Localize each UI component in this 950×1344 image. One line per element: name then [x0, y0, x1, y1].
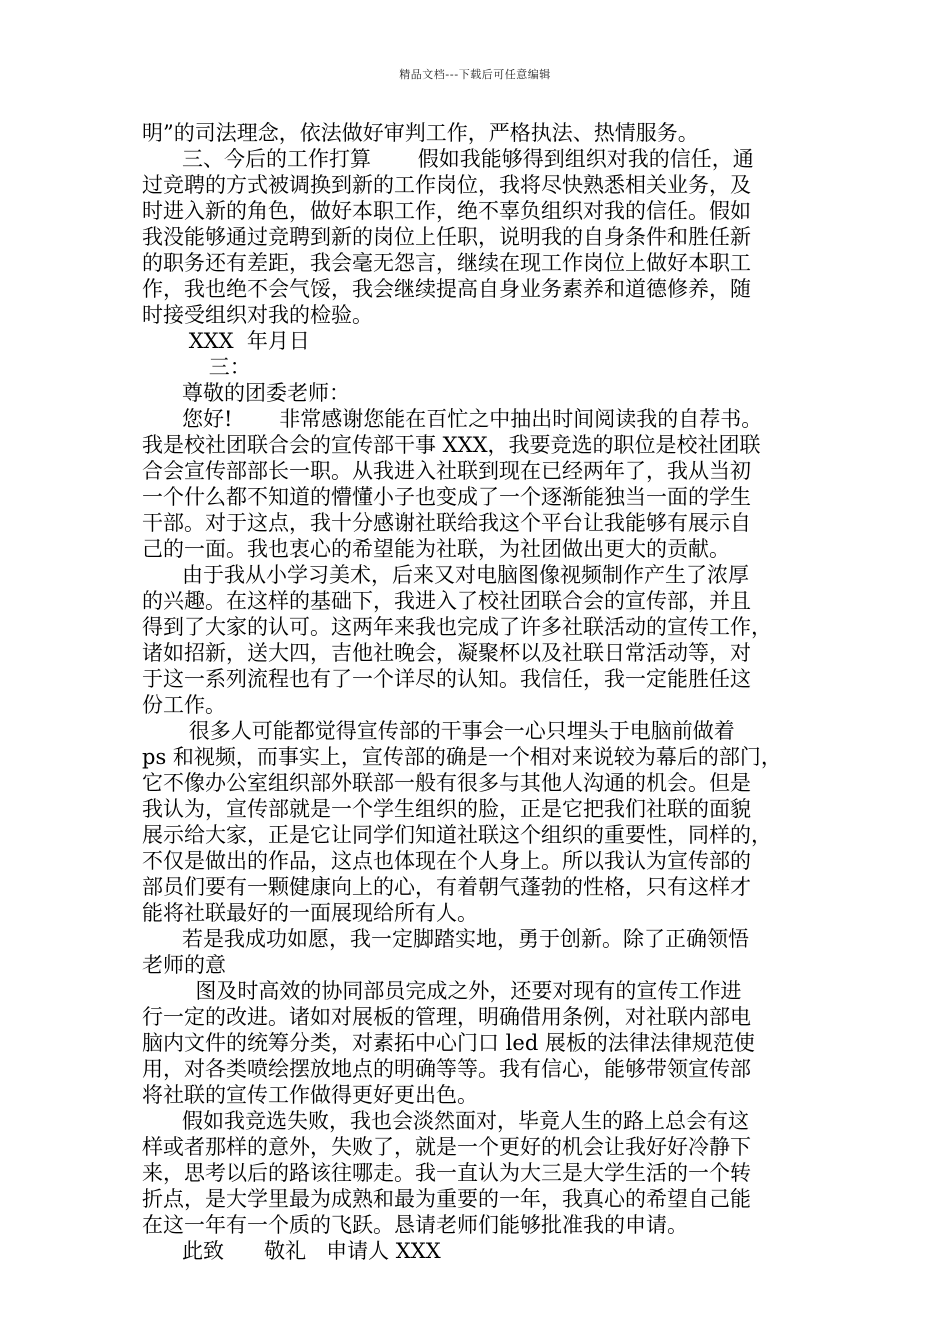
text-line: 来，思考以后的路该往哪走。我一直认为大三是大学生活的一个转	[142, 1161, 751, 1185]
document-body	[142, 120, 822, 1264]
text-line: 作，我也绝不会气馁，我会继续提高自身业务素养和道德修养，随	[142, 277, 751, 301]
text-line: 的兴趣。在这样的基础下，我进入了校社团联合会的宣传部，并且	[142, 589, 751, 613]
text-line: 的职务还有差距，我会毫无怨言，继续在现工作岗位上做好本职工	[142, 251, 751, 275]
text-line: 我是校社团联合会的宣传部干事 XXX，我要竞选的职位是校社团联	[142, 433, 761, 457]
text-line: 此致 敬礼 申请人 XXX	[142, 1239, 441, 1263]
text-line: 它不像办公室组织部外联部一般有很多与其他人沟通的机会。但是	[142, 771, 751, 795]
text-line: 部员们要有一颗健康向上的心，有着朝气蓬勃的性格，只有这样才	[142, 875, 751, 899]
text-line: 时进入新的角色，做好本职工作，绝不辜负组织对我的信任。假如	[142, 199, 751, 223]
text-line: 干部。对于这点，我十分感谢社联给我这个平台让我能够有展示自	[142, 511, 751, 535]
text-line: 我认为，宣传部就是一个学生组织的脸，正是它把我们社联的面貌	[142, 797, 751, 821]
text-line: 三、今后的工作打算 假如我能够得到组织对我的信任，通	[142, 147, 754, 171]
text-line: 明”的司法理念，依法做好审判工作，严格执法、热情服务。	[142, 121, 699, 145]
text-line: 很多人可能都觉得宣传部的干事会一心只埋头于电脑前做着	[142, 719, 735, 743]
text-line: 老师的意	[142, 953, 226, 977]
text-line: 折点，是大学里最为成熟和最为重要的一年，我真心的希望自己能	[142, 1187, 751, 1211]
text-line: 展示给大家，正是它让同学们知道社联这个组织的重要性，同样的，	[142, 823, 772, 847]
text-line: 份工作。	[142, 693, 226, 717]
text-line: 不仅是做出的作品，这点也体现在个人身上。所以我认为宣传部的	[142, 849, 751, 873]
page-header: 精品文档---下载后可任意编辑	[399, 68, 551, 81]
text-line: 由于我从小学习美术，后来又对电脑图像视频制作产生了浓厚	[142, 563, 750, 587]
text-line: 尊敬的团委老师：	[142, 381, 351, 405]
text-line: 于这一系列流程也有了一个详尽的认知。我信任，我一定能胜任这	[142, 667, 751, 691]
text-line: 过竞聘的方式被调换到新的工作岗位，我将尽快熟悉相关业务，及	[142, 173, 751, 197]
text-line: 您好! 非常感谢您能在百忙之中抽出时间阅读我的自荐书。	[142, 407, 763, 431]
text-line: 在这一年有一个质的飞跃。恳请老师们能够批准我的申请。	[142, 1213, 688, 1237]
text-line: 得到了大家的认可。这两年来我也完成了许多社联活动的宣传工作，	[142, 615, 772, 639]
text-line: XXX 年月日	[142, 329, 310, 353]
text-line: 能将社联最好的一面展现给所有人。	[142, 901, 478, 925]
text-line: 假如我竞选失败，我也会淡然面对，毕竟人生的路上总会有这	[142, 1109, 750, 1133]
text-line: 将社联的宣传工作做得更好更出色。	[142, 1083, 478, 1107]
text-line: 若是我成功如愿，我一定脚踏实地，勇于创新。除了正确领悟	[142, 927, 750, 951]
text-line: 己的一面。我也衷心的希望能为社联，为社团做出更大的贡献。	[142, 537, 730, 561]
text-line: 图及时高效的协同部员完成之外，还要对现有的宣传工作进	[142, 979, 742, 1003]
text-line: 时接受组织对我的检验。	[142, 303, 373, 327]
text-line: ps 和视频，而事实上，宣传部的确是一个相对来说较为幕后的部门，	[142, 745, 782, 769]
text-line: 用，对各类喷绘摆放地点的明确等等。我有信心，能够带领宣传部	[142, 1057, 751, 1081]
text-line: 三：	[142, 355, 251, 379]
text-line: 合会宣传部部长一职。从我进入社联到现在已经两年了，我从当初	[142, 459, 751, 483]
text-line: 一个什么都不知道的懵懂小子也变成了一个逐渐能独当一面的学生	[142, 485, 751, 509]
text-line: 行一定的改进。诸如对展板的管理，明确借用条例，对社联内部电	[142, 1005, 751, 1029]
text-line: 我没能够通过竞聘到新的岗位上任职，说明我的自身条件和胜任新	[142, 225, 751, 249]
text-line: 诸如招新，送大四，吉他社晚会，凝聚杯以及社联日常活动等，对	[142, 641, 751, 665]
text-line: 样或者那样的意外，失败了，就是一个更好的机会让我好好冷静下	[142, 1135, 751, 1159]
text-line: 脑内文件的统筹分类，对素拓中心门口 led 展板的法律法律规范使	[142, 1031, 755, 1055]
